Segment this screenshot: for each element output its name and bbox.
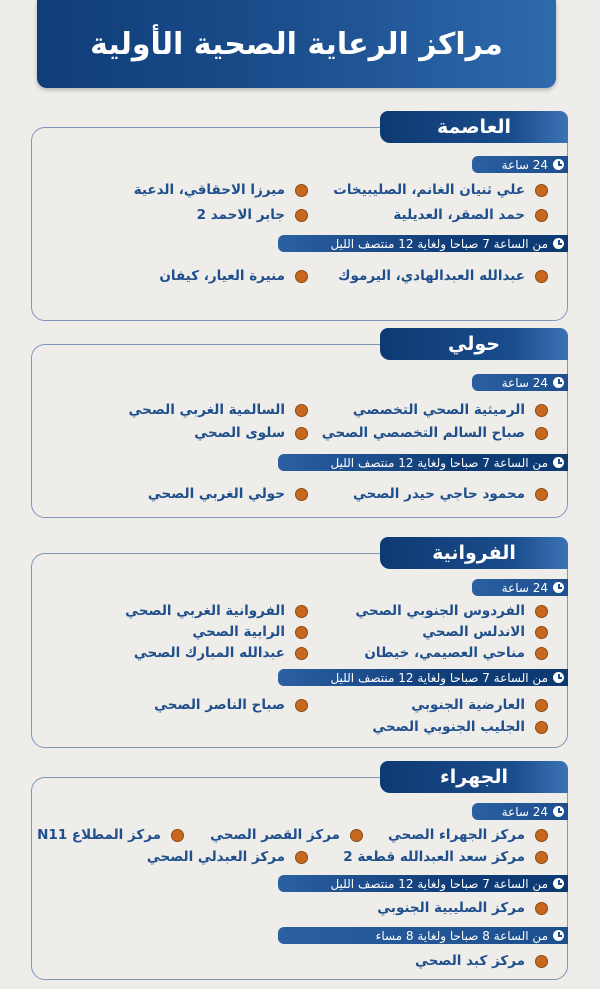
list-item: صباح السالم التخصصي الصحي bbox=[322, 423, 548, 443]
list-item: الاندلس الصحي bbox=[422, 622, 548, 642]
page-title: مراكز الرعاية الصحية الأولية bbox=[90, 26, 503, 62]
list-item: مركز الصليبية الجنوبي bbox=[377, 898, 548, 918]
clock-icon bbox=[553, 377, 564, 388]
time-slot-bar: من الساعة 8 صباحا ولغاية 8 مساء bbox=[278, 927, 568, 944]
dot-icon bbox=[295, 184, 308, 197]
header-banner bbox=[37, 0, 556, 88]
time-slot-bar: من الساعة 7 صباحا ولغاية 12 منتصف الليل bbox=[278, 235, 568, 252]
list-item: السالمية الغربي الصحي bbox=[128, 400, 308, 420]
list-item: جابر الاحمد 2 bbox=[197, 205, 308, 225]
dot-icon bbox=[295, 851, 308, 864]
clock-icon bbox=[553, 582, 564, 593]
list-item: الرميثية الصحي التخصصي bbox=[353, 400, 548, 420]
list-item: الفردوس الجنوبي الصحي bbox=[355, 601, 548, 621]
dot-icon bbox=[535, 626, 548, 639]
region-title: الجهراء bbox=[380, 761, 568, 793]
region-capital bbox=[31, 111, 568, 321]
dot-icon bbox=[535, 209, 548, 222]
clock-icon bbox=[553, 238, 564, 249]
time-slot-bar: 24 ساعة bbox=[472, 374, 568, 391]
list-item: عبدالله المبارك الصحي bbox=[134, 643, 308, 663]
region-farwaniya bbox=[31, 537, 568, 748]
list-item: الرابية الصحي bbox=[192, 622, 308, 642]
region-title: الفروانية bbox=[380, 537, 568, 569]
list-item: حمد الصقر، العديلية bbox=[393, 205, 548, 225]
list-item: علي ثنيان الغانم، الصليبيخات bbox=[333, 180, 548, 200]
dot-icon bbox=[295, 699, 308, 712]
region-hawalli bbox=[31, 328, 568, 518]
list-item: عبدالله العبدالهادي، اليرموك bbox=[338, 266, 548, 286]
time-slot-bar: من الساعة 7 صباحا ولغاية 12 منتصف الليل bbox=[278, 669, 568, 686]
dot-icon bbox=[535, 184, 548, 197]
list-item: ميرزا الاحقاقي، الدعية bbox=[134, 180, 308, 200]
dot-icon bbox=[535, 851, 548, 864]
list-item: مركز المطلاع N11 bbox=[37, 825, 184, 845]
dot-icon bbox=[535, 902, 548, 915]
list-item: مناحي العصيمي، خيطان bbox=[364, 643, 548, 663]
clock-icon bbox=[553, 672, 564, 683]
dot-icon bbox=[535, 427, 548, 440]
dot-icon bbox=[295, 270, 308, 283]
dot-icon bbox=[295, 626, 308, 639]
dot-icon bbox=[535, 721, 548, 734]
list-item: محمود حاجي حيدر الصحي bbox=[353, 484, 548, 504]
dot-icon bbox=[295, 209, 308, 222]
dot-icon bbox=[535, 699, 548, 712]
dot-icon bbox=[535, 404, 548, 417]
list-item: مركز القصر الصحي bbox=[210, 825, 363, 845]
list-item: منيرة العيار، كيفان bbox=[159, 266, 308, 286]
dot-icon bbox=[295, 427, 308, 440]
dot-icon bbox=[535, 605, 548, 618]
list-item: صباح الناصر الصحي bbox=[154, 695, 308, 715]
list-item: الفروانية الغربي الصحي bbox=[125, 601, 308, 621]
clock-icon bbox=[553, 457, 564, 468]
list-item: العارضية الجنوبي bbox=[411, 695, 548, 715]
dot-icon bbox=[535, 955, 548, 968]
clock-icon bbox=[553, 930, 564, 941]
time-slot-bar: 24 ساعة bbox=[472, 156, 568, 173]
region-title: حولي bbox=[380, 328, 568, 360]
list-item: مركز كبد الصحي bbox=[415, 951, 548, 971]
list-item: سلوى الصحي bbox=[194, 423, 308, 443]
time-slot-bar: من الساعة 7 صباحا ولغاية 12 منتصف الليل bbox=[278, 454, 568, 471]
clock-icon bbox=[553, 806, 564, 817]
clock-icon bbox=[553, 878, 564, 889]
dot-icon bbox=[295, 488, 308, 501]
time-slot-bar: من الساعة 7 صباحا ولغاية 12 منتصف الليل bbox=[278, 875, 568, 892]
dot-icon bbox=[171, 829, 184, 842]
dot-icon bbox=[295, 605, 308, 618]
list-item: حولي الغربي الصحي bbox=[148, 484, 308, 504]
time-slot-bar: 24 ساعة bbox=[472, 579, 568, 596]
dot-icon bbox=[295, 404, 308, 417]
time-slot-bar: 24 ساعة bbox=[472, 803, 568, 820]
list-item: مركز العبدلي الصحي bbox=[147, 847, 308, 867]
list-item: الجليب الجنوبي الصحي bbox=[372, 717, 548, 737]
dot-icon bbox=[350, 829, 363, 842]
clock-icon bbox=[553, 159, 564, 170]
list-item: مركز سعد العبدالله قطعة 2 bbox=[343, 847, 548, 867]
dot-icon bbox=[535, 270, 548, 283]
dot-icon bbox=[535, 488, 548, 501]
dot-icon bbox=[295, 647, 308, 660]
dot-icon bbox=[535, 829, 548, 842]
region-jahra bbox=[31, 761, 568, 980]
dot-icon bbox=[535, 647, 548, 660]
region-title: العاصمة bbox=[380, 111, 568, 143]
list-item: مركز الجهراء الصحي bbox=[388, 825, 548, 845]
